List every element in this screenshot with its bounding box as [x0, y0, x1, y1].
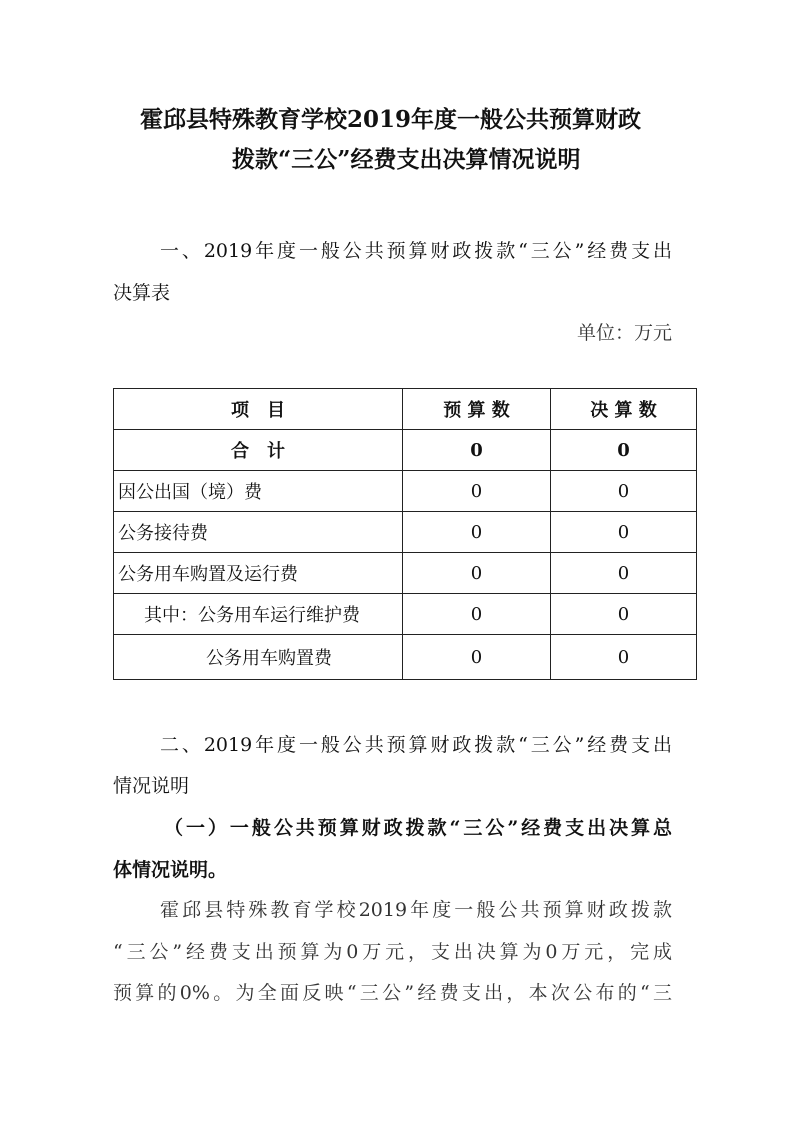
row-budget: 0 — [403, 430, 551, 471]
row-item: 其中：公务用车运行维护费 — [114, 594, 403, 635]
row-budget: 0 — [403, 635, 551, 680]
header-item: 项 目 — [114, 389, 403, 430]
paragraph-line-3: 预算的0%。为全面反映“三公”经费支出，本次公布的“三 — [113, 982, 672, 1004]
row-final: 0 — [551, 512, 697, 553]
row-item: 公务用车购置及运行费 — [114, 553, 403, 594]
paragraph-line-2: “三公”经费支出预算为0万元，支出决算为0万元，完成 — [113, 941, 672, 963]
row-budget: 0 — [403, 512, 551, 553]
section2-heading-line-2: 情况说明 — [113, 775, 190, 797]
table-row — [114, 594, 697, 635]
three-public-expense-table — [113, 388, 697, 680]
table-header-row — [114, 389, 697, 430]
header-budget: 预 算 数 — [403, 389, 551, 430]
subsection1-heading-line-2: 体情况说明。 — [113, 859, 228, 881]
table-row — [114, 635, 697, 680]
section1-heading-line-2: 决算表 — [113, 282, 171, 304]
row-budget: 0 — [403, 594, 551, 635]
row-item: 公务用车购置费 — [114, 635, 403, 680]
title-line-2: 拨款“三公”经费支出决算情况说明 — [232, 146, 581, 173]
row-budget: 0 — [403, 553, 551, 594]
unit-label: 单位：万元 — [576, 322, 672, 344]
row-final: 0 — [551, 594, 697, 635]
table-row — [114, 553, 697, 594]
row-final: 0 — [551, 430, 697, 471]
table-row — [114, 471, 697, 512]
row-final: 0 — [551, 635, 697, 680]
header-final: 决 算 数 — [551, 389, 697, 430]
title-line-1: 霍邱县特殊教育学校2019年度一般公共预算财政 — [140, 106, 642, 133]
row-final: 0 — [551, 471, 697, 512]
row-item: 因公出国（境）费 — [114, 471, 403, 512]
table-row — [114, 512, 697, 553]
row-item: 合 计 — [114, 430, 403, 471]
subsection1-heading-line-1: （一）一般公共预算财政拨款“三公”经费支出决算总 — [164, 817, 672, 839]
row-item: 公务接待费 — [114, 512, 403, 553]
section2-heading-line-1: 二、2019年度一般公共预算财政拨款“三公”经费支出 — [160, 734, 672, 756]
row-budget: 0 — [403, 471, 551, 512]
section1-heading-line-1: 一、2019年度一般公共预算财政拨款“三公”经费支出 — [160, 240, 672, 262]
paragraph-line-1: 霍邱县特殊教育学校2019年度一般公共预算财政拨款 — [160, 899, 672, 921]
table-row-total — [114, 430, 697, 471]
row-final: 0 — [551, 553, 697, 594]
